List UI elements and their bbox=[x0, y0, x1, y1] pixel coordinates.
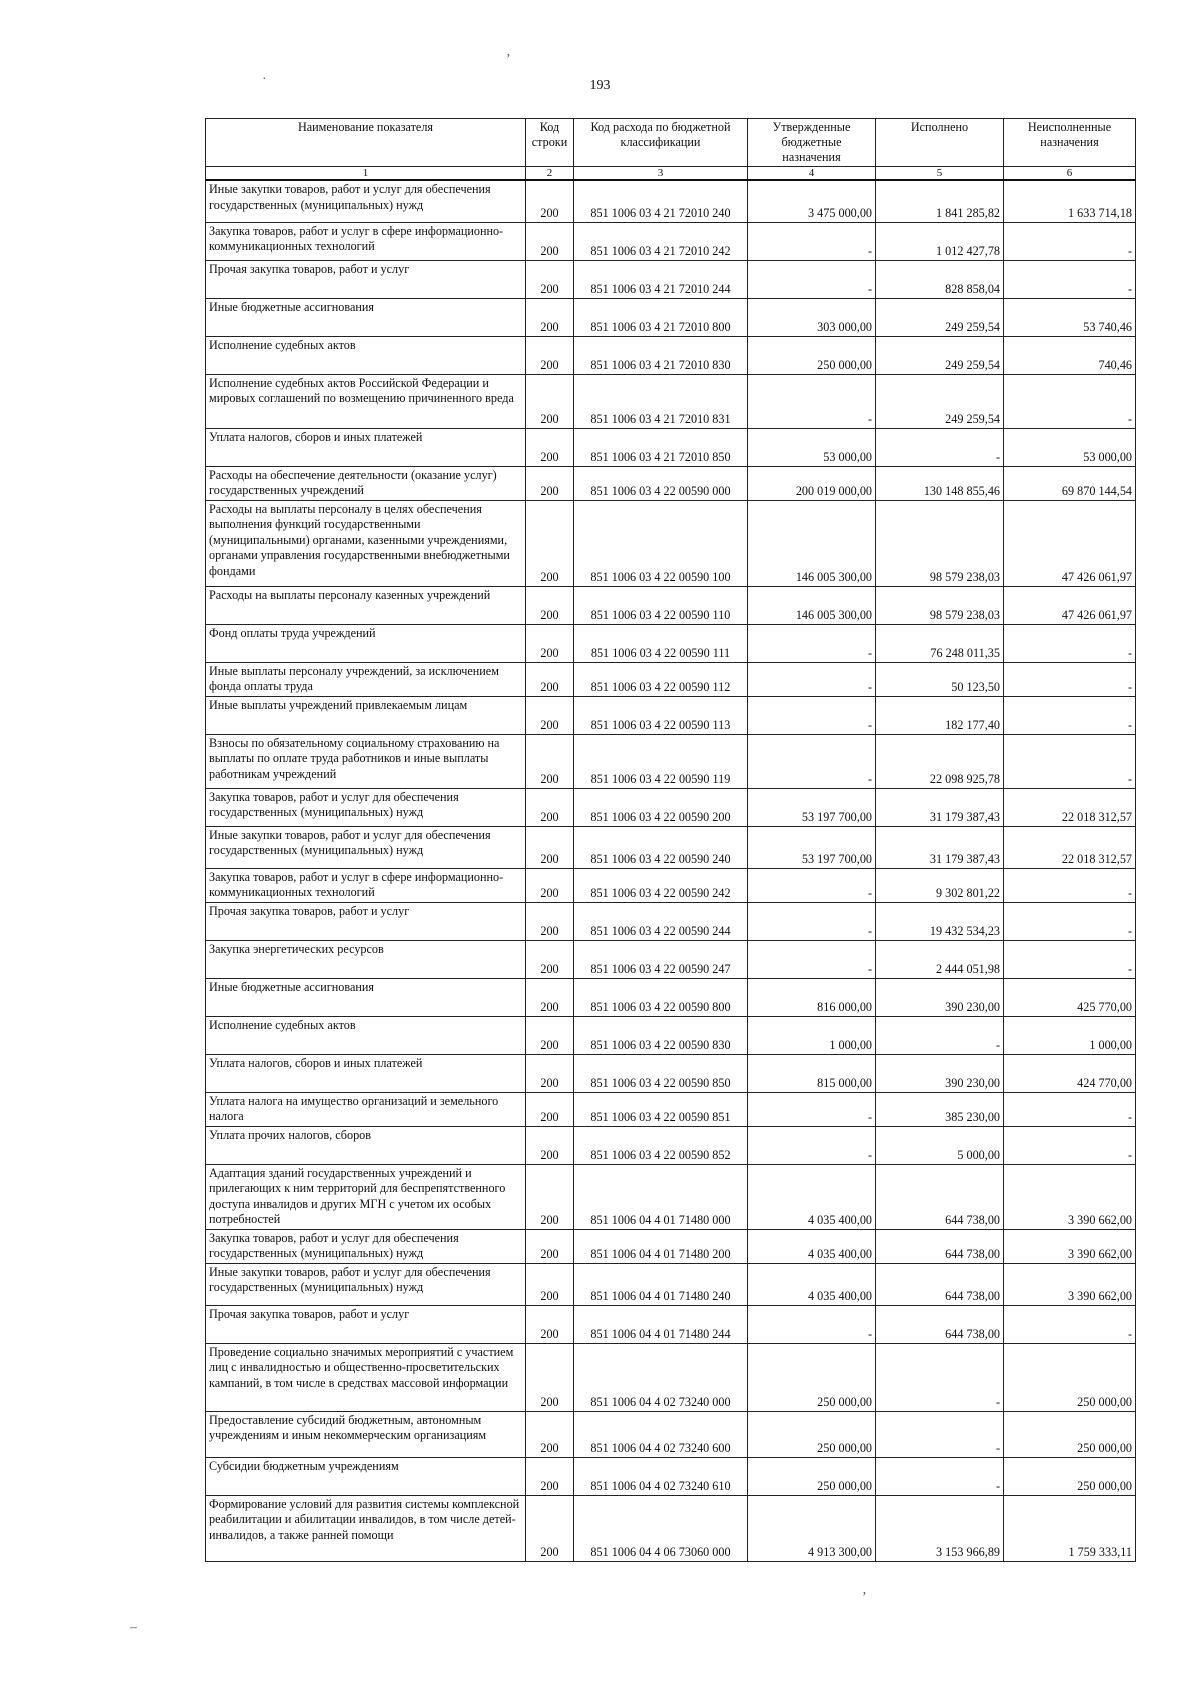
row-budget-class-code: 851 1006 04 4 06 73060 000 bbox=[574, 1495, 748, 1561]
column-number-row bbox=[206, 167, 1136, 181]
row-executed: 9 302 801,22 bbox=[876, 868, 1004, 902]
header-executed: Исполнено bbox=[876, 119, 1004, 167]
row-approved: 4 035 400,00 bbox=[748, 1263, 876, 1305]
row-name: Прочая закупка товаров, работ и услуг bbox=[206, 902, 526, 940]
row-name: Взносы по обязательному социальному страхованию на выплаты по оплате труда работников и иные выплаты работникам учреждений bbox=[206, 734, 526, 788]
row-name: Проведение социально значимых мероприятий с участием лиц с инвалидностью и общественно-просветительских кампаний, в том числе в средствах массовой информации bbox=[206, 1343, 526, 1411]
row-name: Прочая закупка товаров, работ и услуг bbox=[206, 260, 526, 298]
row-name: Исполнение судебных актов bbox=[206, 336, 526, 374]
row-code: 200 bbox=[526, 1457, 574, 1495]
header-budget-class-code: Код расхода по бюджетной классификации bbox=[574, 119, 748, 167]
row-approved: 53 000,00 bbox=[748, 428, 876, 466]
row-code: 200 bbox=[526, 260, 574, 298]
row-code: 200 bbox=[526, 1305, 574, 1343]
row-approved: - bbox=[748, 940, 876, 978]
column-number: 6 bbox=[1004, 167, 1136, 181]
row-approved: - bbox=[748, 902, 876, 940]
row-approved: - bbox=[748, 624, 876, 662]
row-budget-class-code: 851 1006 03 4 21 72010 830 bbox=[574, 336, 748, 374]
row-budget-class-code: 851 1006 03 4 22 00590 000 bbox=[574, 466, 748, 500]
row-code: 200 bbox=[526, 222, 574, 260]
row-unexecuted: 47 426 061,97 bbox=[1004, 500, 1136, 586]
column-number: 1 bbox=[206, 167, 526, 181]
row-budget-class-code: 851 1006 04 4 01 71480 244 bbox=[574, 1305, 748, 1343]
row-name: Прочая закупка товаров, работ и услуг bbox=[206, 1305, 526, 1343]
row-executed: - bbox=[876, 428, 1004, 466]
table-row bbox=[206, 1016, 1136, 1054]
table-row bbox=[206, 1343, 1136, 1411]
row-name: Уплата прочих налогов, сборов bbox=[206, 1126, 526, 1164]
row-code: 200 bbox=[526, 1092, 574, 1126]
table-row bbox=[206, 1054, 1136, 1092]
column-number: 2 bbox=[526, 167, 574, 181]
row-executed: 385 230,00 bbox=[876, 1092, 1004, 1126]
row-name: Адаптация зданий государственных учреждений и прилегающих к ним территорий для беспрепятственного доступа инвалидов и других МГН с учетом их особых потребностей bbox=[206, 1164, 526, 1229]
table-row bbox=[206, 696, 1136, 734]
row-executed: - bbox=[876, 1411, 1004, 1457]
row-approved: 250 000,00 bbox=[748, 1411, 876, 1457]
scan-speck: ʼ bbox=[862, 1590, 867, 1605]
row-executed: 828 858,04 bbox=[876, 260, 1004, 298]
row-budget-class-code: 851 1006 04 4 01 71480 000 bbox=[574, 1164, 748, 1229]
row-approved: 3 475 000,00 bbox=[748, 180, 876, 222]
row-unexecuted: 69 870 144,54 bbox=[1004, 466, 1136, 500]
row-executed: 19 432 534,23 bbox=[876, 902, 1004, 940]
row-name: Иные закупки товаров, работ и услуг для обеспечения государственных (муниципальных) нужд bbox=[206, 1263, 526, 1305]
row-name: Исполнение судебных актов bbox=[206, 1016, 526, 1054]
row-budget-class-code: 851 1006 03 4 22 00590 247 bbox=[574, 940, 748, 978]
table-row bbox=[206, 298, 1136, 336]
row-code: 200 bbox=[526, 1263, 574, 1305]
row-name: Закупка товаров, работ и услуг для обеспечения государственных (муниципальных) нужд bbox=[206, 1229, 526, 1263]
row-unexecuted: - bbox=[1004, 1092, 1136, 1126]
row-code: 200 bbox=[526, 902, 574, 940]
row-unexecuted: - bbox=[1004, 868, 1136, 902]
row-budget-class-code: 851 1006 03 4 22 00590 100 bbox=[574, 500, 748, 586]
row-executed: 644 738,00 bbox=[876, 1164, 1004, 1229]
row-code: 200 bbox=[526, 1126, 574, 1164]
scan-speck: · bbox=[262, 72, 267, 87]
row-budget-class-code: 851 1006 03 4 22 00590 240 bbox=[574, 826, 748, 868]
row-unexecuted: - bbox=[1004, 374, 1136, 428]
row-executed: 644 738,00 bbox=[876, 1229, 1004, 1263]
row-approved: - bbox=[748, 1092, 876, 1126]
table-row bbox=[206, 374, 1136, 428]
row-executed: 5 000,00 bbox=[876, 1126, 1004, 1164]
row-name: Закупка товаров, работ и услуг для обеспечения государственных (муниципальных) нужд bbox=[206, 788, 526, 826]
row-approved: - bbox=[748, 662, 876, 696]
column-number: 5 bbox=[876, 167, 1004, 181]
table-row bbox=[206, 586, 1136, 624]
row-executed: - bbox=[876, 1457, 1004, 1495]
row-code: 200 bbox=[526, 336, 574, 374]
table-row bbox=[206, 1263, 1136, 1305]
row-budget-class-code: 851 1006 03 4 22 00590 113 bbox=[574, 696, 748, 734]
row-budget-class-code: 851 1006 04 4 02 73240 000 bbox=[574, 1343, 748, 1411]
row-budget-class-code: 851 1006 03 4 22 00590 200 bbox=[574, 788, 748, 826]
row-budget-class-code: 851 1006 03 4 22 00590 852 bbox=[574, 1126, 748, 1164]
table-row bbox=[206, 1457, 1136, 1495]
row-unexecuted: 425 770,00 bbox=[1004, 978, 1136, 1016]
row-unexecuted: 250 000,00 bbox=[1004, 1457, 1136, 1495]
row-budget-class-code: 851 1006 03 4 22 00590 242 bbox=[574, 868, 748, 902]
row-executed: 31 179 387,43 bbox=[876, 826, 1004, 868]
table-row bbox=[206, 1411, 1136, 1457]
table-row bbox=[206, 978, 1136, 1016]
table-row bbox=[206, 1495, 1136, 1561]
row-executed: 2 444 051,98 bbox=[876, 940, 1004, 978]
row-code: 200 bbox=[526, 1164, 574, 1229]
row-code: 200 bbox=[526, 624, 574, 662]
row-code: 200 bbox=[526, 466, 574, 500]
row-name: Исполнение судебных актов Российской Федерации и мировых соглашений по возмещению причиненного вреда bbox=[206, 374, 526, 428]
header-approved: Утвержденные бюджетные назначения bbox=[748, 119, 876, 167]
row-approved: 4 035 400,00 bbox=[748, 1164, 876, 1229]
row-code: 200 bbox=[526, 586, 574, 624]
table-row bbox=[206, 500, 1136, 586]
row-unexecuted: - bbox=[1004, 902, 1136, 940]
row-executed: - bbox=[876, 1016, 1004, 1054]
row-budget-class-code: 851 1006 03 4 21 72010 850 bbox=[574, 428, 748, 466]
row-unexecuted: - bbox=[1004, 260, 1136, 298]
scan-speck: ʼ bbox=[506, 52, 511, 67]
row-budget-class-code: 851 1006 03 4 22 00590 244 bbox=[574, 902, 748, 940]
row-approved: - bbox=[748, 260, 876, 298]
table-row bbox=[206, 222, 1136, 260]
row-approved: 250 000,00 bbox=[748, 1343, 876, 1411]
row-unexecuted: 1 633 714,18 bbox=[1004, 180, 1136, 222]
row-unexecuted: 3 390 662,00 bbox=[1004, 1263, 1136, 1305]
row-approved: - bbox=[748, 1126, 876, 1164]
row-approved: - bbox=[748, 374, 876, 428]
column-number: 3 bbox=[574, 167, 748, 181]
column-number: 4 bbox=[748, 167, 876, 181]
row-name: Субсидии бюджетным учреждениям bbox=[206, 1457, 526, 1495]
row-budget-class-code: 851 1006 03 4 21 72010 242 bbox=[574, 222, 748, 260]
row-unexecuted: 22 018 312,57 bbox=[1004, 788, 1136, 826]
row-budget-class-code: 851 1006 03 4 22 00590 800 bbox=[574, 978, 748, 1016]
row-executed: 182 177,40 bbox=[876, 696, 1004, 734]
row-name: Иные бюджетные ассигнования bbox=[206, 298, 526, 336]
row-approved: - bbox=[748, 868, 876, 902]
row-unexecuted: - bbox=[1004, 1126, 1136, 1164]
row-budget-class-code: 851 1006 03 4 22 00590 111 bbox=[574, 624, 748, 662]
table-row bbox=[206, 1164, 1136, 1229]
row-unexecuted: 53 740,46 bbox=[1004, 298, 1136, 336]
row-code: 200 bbox=[526, 500, 574, 586]
row-approved: 816 000,00 bbox=[748, 978, 876, 1016]
row-unexecuted: 740,46 bbox=[1004, 336, 1136, 374]
row-approved: 1 000,00 bbox=[748, 1016, 876, 1054]
table-row bbox=[206, 734, 1136, 788]
table-row bbox=[206, 336, 1136, 374]
row-code: 200 bbox=[526, 1016, 574, 1054]
header-row-code: Код строки bbox=[526, 119, 574, 167]
row-code: 200 bbox=[526, 1343, 574, 1411]
row-approved: 250 000,00 bbox=[748, 336, 876, 374]
row-code: 200 bbox=[526, 788, 574, 826]
row-unexecuted: - bbox=[1004, 662, 1136, 696]
table-row bbox=[206, 1126, 1136, 1164]
row-approved: 146 005 300,00 bbox=[748, 586, 876, 624]
row-code: 200 bbox=[526, 734, 574, 788]
row-executed: 50 123,50 bbox=[876, 662, 1004, 696]
row-unexecuted: 22 018 312,57 bbox=[1004, 826, 1136, 868]
row-code: 200 bbox=[526, 428, 574, 466]
row-code: 200 bbox=[526, 298, 574, 336]
row-budget-class-code: 851 1006 04 4 01 71480 200 bbox=[574, 1229, 748, 1263]
row-code: 200 bbox=[526, 662, 574, 696]
table-body bbox=[206, 180, 1136, 1561]
row-approved: - bbox=[748, 734, 876, 788]
table-row bbox=[206, 624, 1136, 662]
row-code: 200 bbox=[526, 826, 574, 868]
row-name: Уплата налога на имущество организаций и земельного налога bbox=[206, 1092, 526, 1126]
row-executed: 22 098 925,78 bbox=[876, 734, 1004, 788]
budget-report-table bbox=[205, 118, 1136, 1562]
row-executed: 390 230,00 bbox=[876, 1054, 1004, 1092]
table-row bbox=[206, 826, 1136, 868]
row-executed: 1 012 427,78 bbox=[876, 222, 1004, 260]
row-approved: - bbox=[748, 1305, 876, 1343]
row-unexecuted: 1 000,00 bbox=[1004, 1016, 1136, 1054]
row-name: Иные выплаты учреждений привлекаемым лицам bbox=[206, 696, 526, 734]
row-unexecuted: 3 390 662,00 bbox=[1004, 1229, 1136, 1263]
row-approved: 4 913 300,00 bbox=[748, 1495, 876, 1561]
row-name: Расходы на выплаты персоналу в целях обеспечения выполнения функций государственными (муниципальными) органами, казенными учреждениями, органами управления государственными внебюджетными фондами bbox=[206, 500, 526, 586]
row-name: Расходы на выплаты персоналу казенных учреждений bbox=[206, 586, 526, 624]
header-row bbox=[206, 119, 1136, 167]
row-name: Иные закупки товаров, работ и услуг для обеспечения государственных (муниципальных) нужд bbox=[206, 180, 526, 222]
row-executed: 390 230,00 bbox=[876, 978, 1004, 1016]
table-row bbox=[206, 940, 1136, 978]
row-budget-class-code: 851 1006 03 4 22 00590 112 bbox=[574, 662, 748, 696]
row-unexecuted: - bbox=[1004, 734, 1136, 788]
row-budget-class-code: 851 1006 03 4 22 00590 830 bbox=[574, 1016, 748, 1054]
row-name: Иные бюджетные ассигнования bbox=[206, 978, 526, 1016]
row-budget-class-code: 851 1006 03 4 21 72010 800 bbox=[574, 298, 748, 336]
row-name: Расходы на обеспечение деятельности (оказание услуг) государственных учреждений bbox=[206, 466, 526, 500]
table-row bbox=[206, 1229, 1136, 1263]
row-budget-class-code: 851 1006 03 4 21 72010 831 bbox=[574, 374, 748, 428]
row-unexecuted: - bbox=[1004, 222, 1136, 260]
row-code: 200 bbox=[526, 1495, 574, 1561]
row-executed: 249 259,54 bbox=[876, 374, 1004, 428]
row-name: Уплата налогов, сборов и иных платежей bbox=[206, 1054, 526, 1092]
row-executed: 1 841 285,82 bbox=[876, 180, 1004, 222]
row-approved: 146 005 300,00 bbox=[748, 500, 876, 586]
scan-speck: – bbox=[130, 1620, 137, 1635]
table-row bbox=[206, 902, 1136, 940]
row-unexecuted: - bbox=[1004, 696, 1136, 734]
row-executed: 644 738,00 bbox=[876, 1263, 1004, 1305]
row-approved: - bbox=[748, 696, 876, 734]
row-unexecuted: 3 390 662,00 bbox=[1004, 1164, 1136, 1229]
row-budget-class-code: 851 1006 03 4 22 00590 850 bbox=[574, 1054, 748, 1092]
table-row bbox=[206, 788, 1136, 826]
row-executed: 98 579 238,03 bbox=[876, 586, 1004, 624]
row-executed: 249 259,54 bbox=[876, 336, 1004, 374]
row-executed: 31 179 387,43 bbox=[876, 788, 1004, 826]
row-approved: 200 019 000,00 bbox=[748, 466, 876, 500]
row-unexecuted: 250 000,00 bbox=[1004, 1343, 1136, 1411]
table-row bbox=[206, 466, 1136, 500]
row-budget-class-code: 851 1006 03 4 22 00590 110 bbox=[574, 586, 748, 624]
row-name: Закупка энергетических ресурсов bbox=[206, 940, 526, 978]
row-executed: 644 738,00 bbox=[876, 1305, 1004, 1343]
row-name: Фонд оплаты труда учреждений bbox=[206, 624, 526, 662]
row-code: 200 bbox=[526, 180, 574, 222]
row-approved: 250 000,00 bbox=[748, 1457, 876, 1495]
row-unexecuted: - bbox=[1004, 1305, 1136, 1343]
row-budget-class-code: 851 1006 03 4 21 72010 240 bbox=[574, 180, 748, 222]
table-row bbox=[206, 1092, 1136, 1126]
row-executed: 130 148 855,46 bbox=[876, 466, 1004, 500]
table-row bbox=[206, 868, 1136, 902]
page-number: 193 bbox=[589, 78, 611, 93]
header-unexecuted: Неисполненные назначения bbox=[1004, 119, 1136, 167]
row-unexecuted: 250 000,00 bbox=[1004, 1411, 1136, 1457]
row-name: Иные закупки товаров, работ и услуг для обеспечения государственных (муниципальных) нужд bbox=[206, 826, 526, 868]
table-row bbox=[206, 1305, 1136, 1343]
table-row bbox=[206, 662, 1136, 696]
row-approved: - bbox=[748, 222, 876, 260]
table-row bbox=[206, 260, 1136, 298]
row-approved: 53 197 700,00 bbox=[748, 788, 876, 826]
row-unexecuted: 47 426 061,97 bbox=[1004, 586, 1136, 624]
row-approved: 303 000,00 bbox=[748, 298, 876, 336]
header-indicator-name: Наименование показателя bbox=[206, 119, 526, 167]
row-code: 200 bbox=[526, 1411, 574, 1457]
row-name: Предоставление субсидий бюджетным, автономным учреждениям и иным некоммерческим организациям bbox=[206, 1411, 526, 1457]
row-executed: - bbox=[876, 1343, 1004, 1411]
row-unexecuted: 424 770,00 bbox=[1004, 1054, 1136, 1092]
table-row bbox=[206, 428, 1136, 466]
row-code: 200 bbox=[526, 868, 574, 902]
row-unexecuted: 1 759 333,11 bbox=[1004, 1495, 1136, 1561]
row-unexecuted: - bbox=[1004, 624, 1136, 662]
row-code: 200 bbox=[526, 940, 574, 978]
row-executed: 98 579 238,03 bbox=[876, 500, 1004, 586]
row-approved: 4 035 400,00 bbox=[748, 1229, 876, 1263]
row-code: 200 bbox=[526, 1054, 574, 1092]
row-budget-class-code: 851 1006 03 4 22 00590 851 bbox=[574, 1092, 748, 1126]
row-budget-class-code: 851 1006 03 4 22 00590 119 bbox=[574, 734, 748, 788]
row-unexecuted: 53 000,00 bbox=[1004, 428, 1136, 466]
row-name: Формирование условий для развития системы комплексной реабилитации и абилитации инвалидов, в том числе детей-инвалидов, а также ранней помощи bbox=[206, 1495, 526, 1561]
row-name: Закупка товаров, работ и услуг в сфере информационно-коммуникационных технологий bbox=[206, 868, 526, 902]
row-executed: 249 259,54 bbox=[876, 298, 1004, 336]
row-unexecuted: - bbox=[1004, 940, 1136, 978]
row-name: Закупка товаров, работ и услуг в сфере информационно-коммуникационных технологий bbox=[206, 222, 526, 260]
row-budget-class-code: 851 1006 03 4 21 72010 244 bbox=[574, 260, 748, 298]
row-approved: 815 000,00 bbox=[748, 1054, 876, 1092]
row-code: 200 bbox=[526, 374, 574, 428]
row-name: Уплата налогов, сборов и иных платежей bbox=[206, 428, 526, 466]
row-executed: 3 153 966,89 bbox=[876, 1495, 1004, 1561]
row-budget-class-code: 851 1006 04 4 01 71480 240 bbox=[574, 1263, 748, 1305]
row-code: 200 bbox=[526, 696, 574, 734]
row-approved: 53 197 700,00 bbox=[748, 826, 876, 868]
row-code: 200 bbox=[526, 978, 574, 1016]
row-code: 200 bbox=[526, 1229, 574, 1263]
row-executed: 76 248 011,35 bbox=[876, 624, 1004, 662]
table-row bbox=[206, 180, 1136, 222]
row-budget-class-code: 851 1006 04 4 02 73240 600 bbox=[574, 1411, 748, 1457]
row-name: Иные выплаты персоналу учреждений, за исключением фонда оплаты труда bbox=[206, 662, 526, 696]
row-budget-class-code: 851 1006 04 4 02 73240 610 bbox=[574, 1457, 748, 1495]
